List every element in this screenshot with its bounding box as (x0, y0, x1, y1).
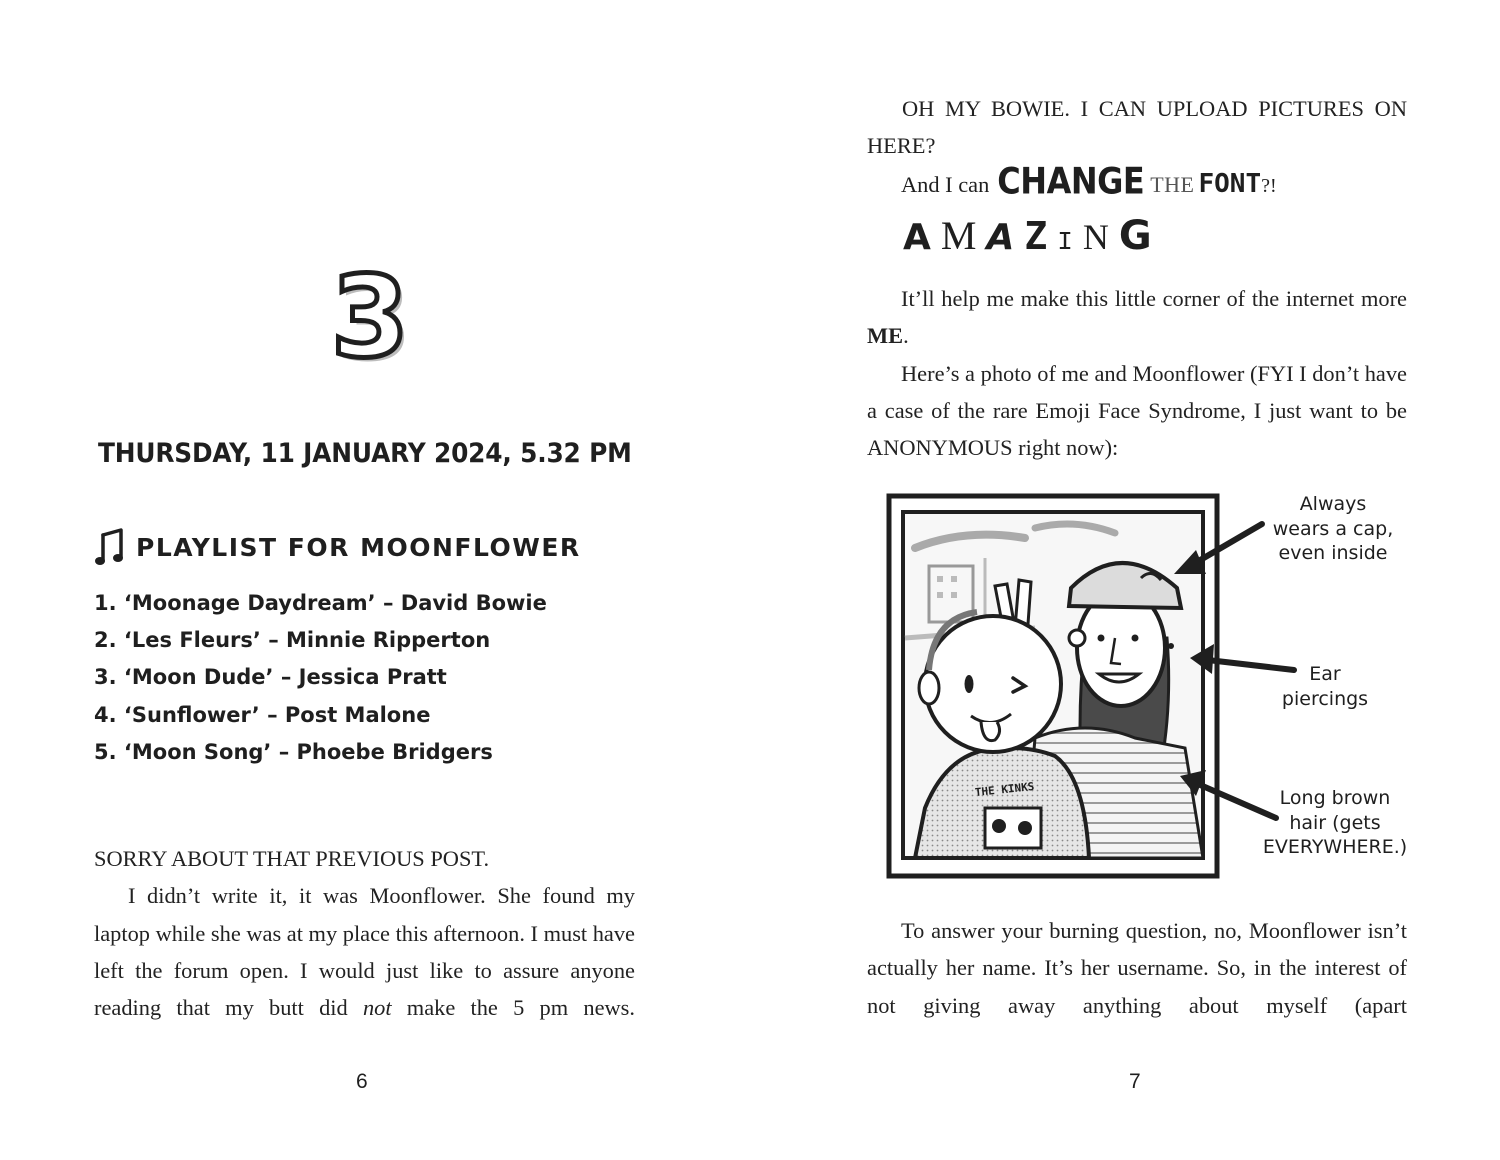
playlist-heading (94, 527, 581, 567)
page-number-right: 7 (1129, 1070, 1141, 1093)
playlist-item: 1. ‘Moonage Daydream’ – David Bowie (94, 591, 547, 615)
emphasis-not: not (362, 995, 392, 1021)
paragraph-bowie (867, 90, 1407, 165)
right-bottom-text (867, 912, 1407, 1024)
music-note-icon (94, 527, 126, 567)
paragraph-sorry: SORRY ABOUT THAT PREVIOUS POST. (94, 846, 490, 871)
amazing-letter: Z (1024, 214, 1048, 258)
amazing-letter: N (1082, 217, 1109, 257)
paragraph-corner (867, 280, 1407, 355)
fancy-punct: ?! (1261, 175, 1277, 197)
playlist-item: 5. ‘Moon Song’ – Phoebe Bridgers (94, 739, 493, 764)
shirt-text: THE KINKS (974, 779, 1035, 800)
callout-cap: Always wears a cap, even inside (1272, 493, 1394, 564)
playlist-title: PLAYLIST FOR MOONFLOWER (136, 532, 581, 562)
callout-hair: Long brown hair (gets EVERYWHERE.) (1262, 787, 1408, 858)
right-mid-text (867, 280, 1407, 466)
callout-ear: Ear piercings (1281, 663, 1369, 710)
paragraph-laptop-text: I didn’t write it, it was Moonflower. She found my laptop while she was at my place this afternoon. I must have left the forum open. I would just like to assure anyone reading that my butt did (94, 883, 635, 1021)
fancy-change: CHANGE (997, 159, 1145, 203)
left-body-text (94, 840, 635, 1026)
amazing-letter: G (1118, 213, 1152, 259)
paragraph-corner-text: It’ll help me make this little corner of the internet more (901, 286, 1407, 311)
fancy-font: FONT (1198, 169, 1262, 199)
paragraph-photo-intro: Here’s a photo of me and Moonflower (FYI I don’t have a case of the rare Emoji Face Syndrome, I just want to be ANONYMOUS right now): (867, 360, 1407, 461)
playlist-item: 2. ‘Les Fleurs’ – Minnie Ripperton (94, 628, 491, 653)
bold-me: ME (867, 323, 904, 349)
date-heading: THURSDAY, 11 JANUARY 2024, 5.32 PM (98, 438, 632, 469)
playlist (94, 588, 547, 774)
chapter-number: 3 (331, 253, 409, 383)
selfie-illustration (885, 488, 1223, 880)
paragraph-corner-end: . (903, 323, 909, 349)
paragraph-bowie-text: OH MY BOWIE. I CAN UPLOAD PICTURES ON HERE? (867, 96, 1407, 159)
playlist-item: 4. ‘Sunflower’ – Post Malone (94, 702, 431, 727)
fancy-the: THE (1150, 172, 1195, 197)
right-top-text (867, 90, 1407, 165)
amazing-letter: A (986, 217, 1015, 258)
page-number-left: 6 (356, 1070, 368, 1093)
right-page (750, 0, 1500, 1160)
fancy-prefix: And I can (901, 172, 990, 197)
amazing-word (903, 212, 1152, 259)
amazing-letter: M (940, 213, 977, 258)
paragraph-laptop (94, 877, 635, 1026)
fancy-font-line (901, 159, 1277, 203)
paragraph-laptop-end: make the 5 pm news. (391, 995, 635, 1021)
amazing-letter: I (1057, 227, 1073, 257)
amazing-letter: A (903, 217, 931, 258)
playlist-item: 3. ‘Moon Dude’ – Jessica Pratt (94, 665, 447, 690)
paragraph-username: To answer your burning question, no, Moonflower isn’t actually her name. It’s her username. So, in the interest of not giving away anything about myself (apart (867, 918, 1407, 1018)
